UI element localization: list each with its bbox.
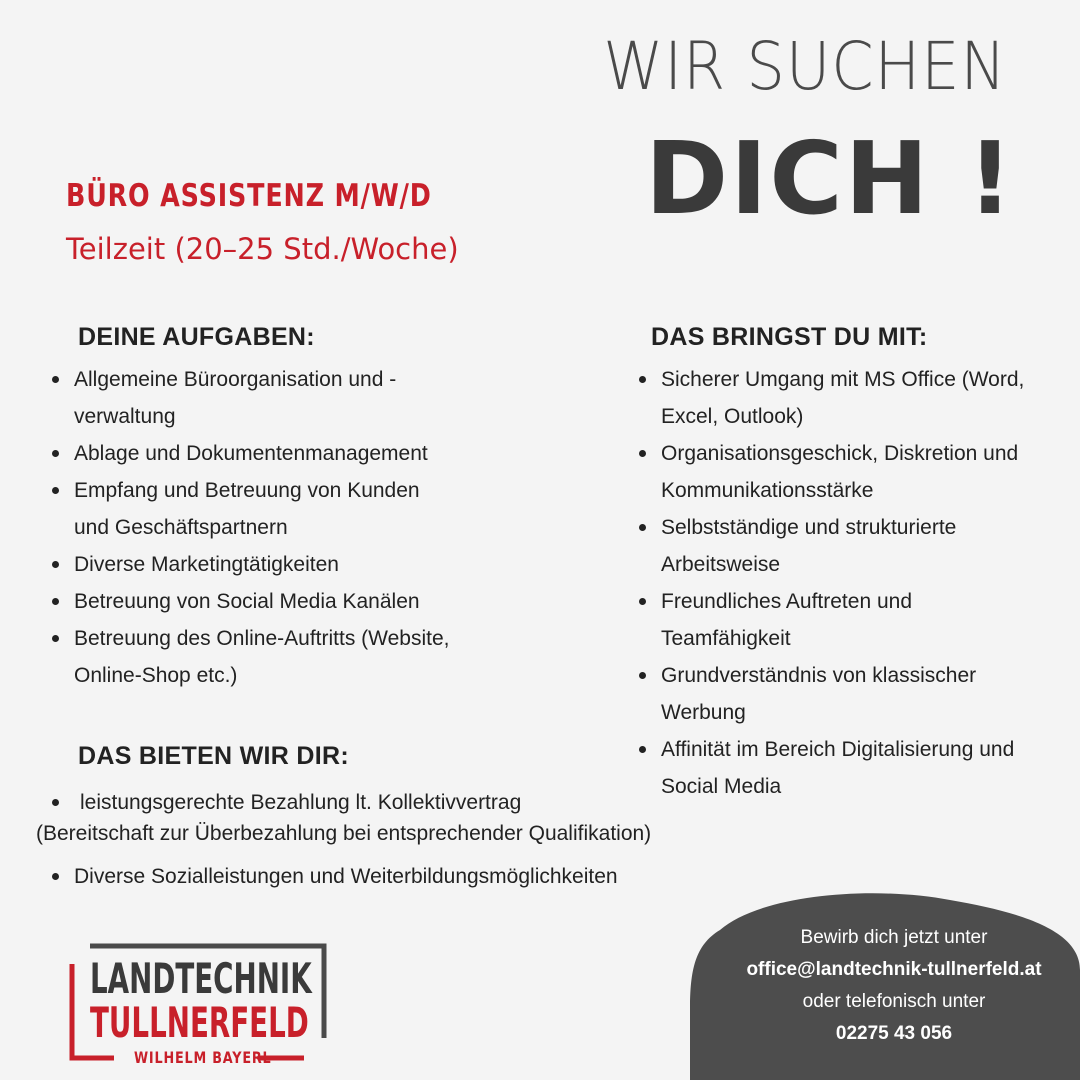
company-logo (68, 940, 328, 1070)
list-item: Freundliches Auftreten und Teamfähigkeit (637, 583, 1057, 657)
list-item: Affinität im Bereich Digitalisierung und Social Media (637, 731, 1057, 805)
logo-line3: WILHELM BAYERL (134, 1048, 272, 1067)
logo-line1: LANDTECHNIK (90, 954, 312, 1003)
list-item: Betreuung des Online-Auftritts (Website, Online-Shop etc.) (50, 620, 490, 694)
list-item: Diverse Marketingtätigkeiten (50, 546, 490, 583)
contact-line3: oder telefonisch unter (802, 991, 986, 1012)
offer-heading: DAS BIETEN WIR DIR: (78, 742, 349, 770)
tasks-list (50, 361, 490, 694)
offer-list-2 (50, 858, 690, 895)
list-item: Sicherer Umgang mit MS Office (Word, Excel, Outlook) (637, 361, 1057, 435)
offer-note: (Bereitschaft zur Überbezahlung bei entsprechender Qualifikation) (36, 822, 652, 845)
requirements-heading: DAS BRINGST DU MIT: (651, 323, 928, 351)
job-title: BÜRO ASSISTENZ M/W/D (66, 178, 432, 214)
headline-wir-suchen: WIR SUCHEN (603, 28, 1007, 105)
list-item: Ablage und Dokumentenmanagement (50, 435, 490, 472)
contact-line1: Bewirb dich jetzt unter (800, 927, 988, 948)
list-item (50, 784, 670, 821)
contact-email[interactable]: office@landtechnik-tullnerfeld.at (746, 959, 1042, 980)
requirements-list (637, 361, 1057, 805)
list-item: Allgemeine Büroorganisation und -verwaltung (50, 361, 490, 435)
offer-item-1: leistungsgerechte Bezahlung lt. Kollektivvertrag (80, 791, 522, 814)
tasks-heading: DEINE AUFGABEN: (78, 323, 315, 351)
contact-box (712, 922, 1076, 1050)
list-item: Betreuung von Social Media Kanälen (50, 583, 490, 620)
list-item: Diverse Sozialleistungen und Weiterbildungsmöglichkeiten (50, 858, 690, 895)
list-item: Empfang und Betreuung von Kunden und Geschäftspartnern (50, 472, 490, 546)
contact-phone[interactable]: 02275 43 056 (835, 1023, 953, 1044)
list-item: Organisationsgeschick, Diskretion und Kommunikationsstärke (637, 435, 1057, 509)
offer-list-1 (50, 784, 670, 821)
job-subtitle: Teilzeit (20–25 Std./Woche) (66, 232, 459, 266)
list-item: Selbstständige und strukturierte Arbeitsweise (637, 509, 1057, 583)
logo-line2: TULLNERFELD (90, 998, 309, 1047)
headline-dich: DICH ! (645, 120, 1015, 237)
list-item: Grundverständnis von klassischer Werbung (637, 657, 1057, 731)
